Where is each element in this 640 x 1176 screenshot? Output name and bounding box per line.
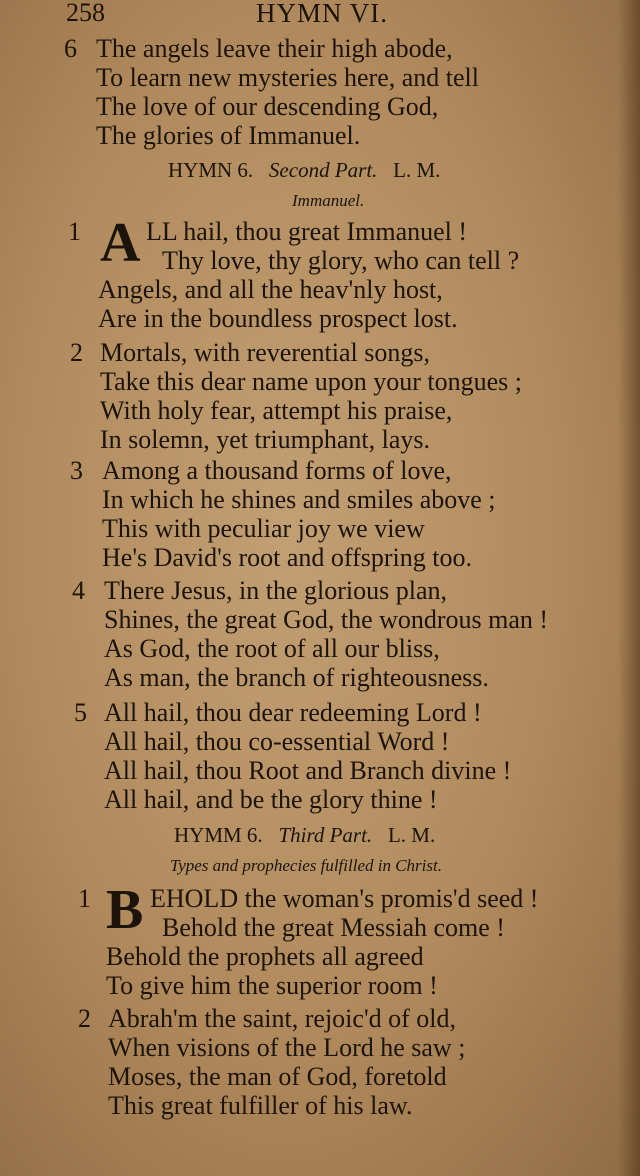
- verse-line: Among a thousand forms of love,: [102, 456, 452, 485]
- verse-line: In which he shines and smiles above ;: [102, 485, 496, 514]
- verse-line: Shines, the great God, the wondrous man !: [104, 605, 549, 634]
- hymn-title: [168, 158, 440, 183]
- verse-line: This with peculiar joy we view: [102, 514, 425, 543]
- stanza-number: 1: [68, 217, 81, 246]
- hymn-subtitle: Types and prophecies fulfilled in Christ.: [170, 856, 442, 875]
- verse-line: To learn new mysteries here, and tell: [96, 63, 479, 92]
- verse-line: In solemn, yet triumphant, lays.: [100, 425, 431, 454]
- verse-line: Take this dear name upon your tongues ;: [100, 367, 523, 396]
- stanza-number: 3: [70, 456, 83, 485]
- verse-line: Thy love, thy glory, who can tell ?: [162, 246, 520, 275]
- drop-capital: B: [106, 879, 144, 941]
- stanza-number: 6: [64, 34, 77, 63]
- verse-line: There Jesus, in the glorious plan,: [104, 576, 447, 605]
- hymn-title-number: HYMN 6.: [168, 158, 254, 182]
- hymn-title-meter: L. M.: [393, 158, 441, 182]
- stanza-number: 2: [70, 338, 83, 367]
- hymn-title: [174, 823, 435, 848]
- verse-line: To give him the superior room !: [106, 971, 438, 1000]
- verse-line: The angels leave their high abode,: [96, 34, 453, 63]
- verse-line: All hail, thou Root and Branch divine !: [104, 756, 512, 785]
- verse-line: Behold the great Messiah come !: [162, 913, 505, 942]
- drop-capital: A: [100, 212, 141, 274]
- verse-line: Moses, the man of God, foretold: [108, 1062, 447, 1091]
- hymn-title-number: HYMM 6.: [174, 823, 263, 847]
- verse-line: With holy fear, attempt his praise,: [100, 396, 453, 425]
- page-edge-shadow: [618, 0, 640, 1176]
- verse-line: All hail, thou dear redeeming Lord !: [104, 698, 482, 727]
- verse-line: When visions of the Lord he saw ;: [108, 1033, 466, 1062]
- verse-line: All hail, thou co-essential Word !: [104, 727, 450, 756]
- verse-line: The glories of Immanuel.: [96, 121, 361, 150]
- hymn-title-part: Second Part.: [268, 158, 378, 182]
- verse-line: As man, the branch of righteousness.: [104, 663, 489, 692]
- stanza-number: 1: [78, 884, 91, 913]
- page-number: 258: [66, 0, 105, 27]
- page-header: [66, 0, 546, 30]
- verse-line: LL hail, thou great Immanuel !: [146, 217, 468, 246]
- verse-line: As God, the root of all our bliss,: [104, 634, 440, 663]
- verse-line: EHOLD the woman's promis'd seed !: [150, 884, 539, 913]
- verse-line: Mortals, with reverential songs,: [100, 338, 430, 367]
- stanza-number: 5: [74, 698, 87, 727]
- running-title: HYMN VI.: [256, 0, 389, 28]
- hymn-subtitle: Immanuel.: [292, 191, 365, 210]
- hymn-title-part: Third Part.: [278, 823, 373, 847]
- verse-line: Behold the prophets all agreed: [106, 942, 424, 971]
- verse-line: All hail, and be the glory thine !: [104, 785, 438, 814]
- verse-line: Are in the boundless prospect lost.: [98, 304, 458, 333]
- verse-line: Angels, and all the heav'nly host,: [98, 275, 443, 304]
- stanza-number: 2: [78, 1004, 91, 1033]
- verse-line: The love of our descending God,: [96, 92, 439, 121]
- verse-line: He's David's root and offspring too.: [102, 543, 472, 572]
- hymn-title-meter: L. M.: [387, 823, 436, 847]
- verse-line: Abrah'm the saint, rejoic'd of old,: [108, 1004, 457, 1033]
- verse-line: This great fulfiller of his law.: [108, 1091, 413, 1120]
- stanza-number: 4: [72, 576, 85, 605]
